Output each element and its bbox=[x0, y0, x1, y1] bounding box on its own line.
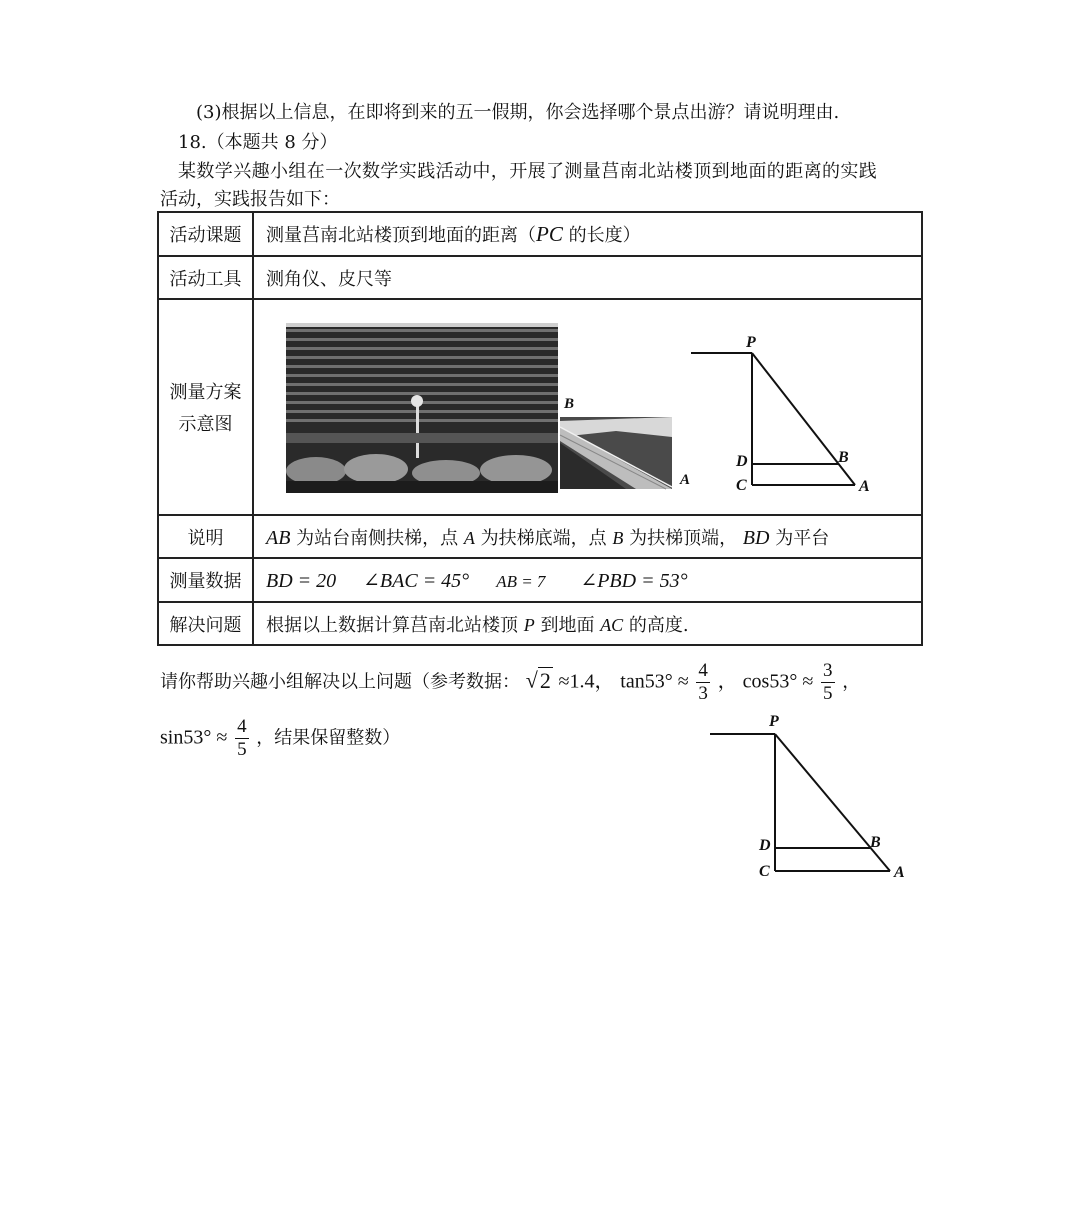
geometry-diagram-standalone bbox=[706, 707, 916, 887]
label-measurement-plan: 测量方案 示意图 bbox=[158, 299, 253, 515]
label-measurement-data: 测量数据 bbox=[158, 558, 253, 602]
label-explanation: 说明 bbox=[158, 515, 253, 558]
point-c-label: C bbox=[759, 863, 770, 880]
point-a-label: A bbox=[859, 478, 870, 495]
question-3-text: (3)根据以上信息，在即将到来的五一假期，你会选择哪个景点出游？请说明理由. bbox=[196, 102, 840, 123]
cos-fraction: $\frac{3}{5}$ bbox=[823, 660, 833, 704]
help-line1: 请你帮助兴趣小组解决以上问题（参考数据： √2 ≈1.4， tan53° ≈ $\frac{4}{3}$ ， cos53° ≈ $\frac{3}{5}$ ， bbox=[160, 660, 861, 704]
photo-label-b: B bbox=[564, 396, 575, 412]
escalator-photo bbox=[556, 387, 696, 493]
label-activity-topic: 活动课题 bbox=[158, 212, 253, 256]
point-d-label: D bbox=[736, 453, 748, 470]
intro-paragraph-line1: 某数学兴趣小组在一次数学实践活动中，开展了测量莒南北站楼顶到地面的距离的实践 bbox=[178, 161, 878, 182]
measurement-data-value: BD = 20 ∠BAC = 45° AB = 7 ∠PBD = 53° bbox=[253, 558, 922, 602]
point-c-label: C bbox=[736, 477, 747, 494]
photo-label-a: A bbox=[680, 472, 691, 488]
tan-fraction: $\frac{4}{3}$ bbox=[698, 660, 708, 704]
question-18-header: 18.（本题共 8 分） bbox=[178, 132, 338, 153]
activity-tools-value: 测角仪、皮尺等 bbox=[253, 256, 922, 299]
label-activity-tools: 活动工具 bbox=[158, 256, 253, 299]
help-line2: sin53° ≈ $\frac{4}{5}$ ，结果保留整数） bbox=[160, 716, 401, 760]
explanation-value: AB 为站台南侧扶梯，点 A 为扶梯底端，点 B 为扶梯顶端， BD 为平台 bbox=[253, 515, 922, 558]
intro-paragraph-line2: 活动，实践报告如下： bbox=[160, 189, 340, 210]
sin-fraction: $\frac{4}{5}$ bbox=[237, 716, 247, 760]
solve-problem-value: 根据以上数据计算莒南北站楼顶 P 到地面 AC 的高度. bbox=[253, 602, 922, 645]
station-building-photo bbox=[286, 323, 558, 493]
point-d-label: D bbox=[759, 837, 771, 854]
activity-topic-value: 测量莒南北站楼顶到地面的距离（PC 的长度） bbox=[253, 212, 922, 256]
point-b-label: B bbox=[870, 834, 881, 851]
point-a-label: A bbox=[894, 864, 905, 881]
label-solve-problem: 解决问题 bbox=[158, 602, 253, 645]
geometry-diagram-in-table bbox=[688, 328, 878, 498]
point-b-label: B bbox=[838, 449, 849, 466]
point-p-label: P bbox=[746, 334, 756, 351]
point-p-label: P bbox=[769, 713, 779, 730]
